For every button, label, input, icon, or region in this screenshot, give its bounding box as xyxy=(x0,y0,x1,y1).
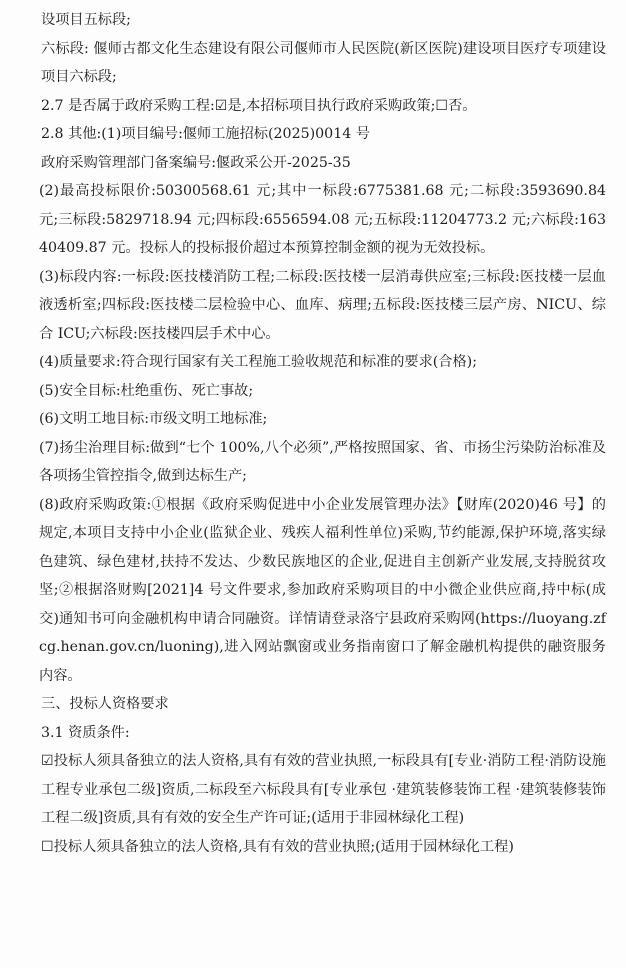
line-quality-requirement: (4)质量要求:符合现行国家有关工程施工验收规范和标准的要求(合格); xyxy=(39,354,477,370)
line-dust-control-target: (7)扬尘治理目标:做到“七个 100%,八个必须”,严格按照国家、省、市扬尘污染防治标准及各项扬尘管控指令,做到达标生产; xyxy=(39,439,606,484)
section-3-heading: 三、投标人资格要求 xyxy=(41,696,169,712)
line-civilized-site-target: (6)文明工地目标:市级文明工地标准; xyxy=(39,411,268,427)
line-filing-number: 政府采购管理部门备案编号:偃政采公开-2025-35 xyxy=(41,154,351,171)
line-section-5-end: 设项目五标段; xyxy=(41,12,131,28)
line-section-content: (3)标段内容:一标段:医技楼消防工程;二标段:医技楼一层消毒供应室;三标段:医技楼一层血液透析室;四标段:医技楼二层检验中心、血库、病理;五标段:医技楼三层产房、NICU、综合 ICU;六标段:医技楼四层手术中心。 xyxy=(39,268,606,342)
line-safety-target: (5)安全目标:杜绝重伤、死亡事故; xyxy=(39,382,254,399)
line-max-bid-price: (2)最高投标限价:50300568.61 元;其中一标段:6775381.68 元;二标段:3593690.84 元;三标段:5829718.94 元;四标段:6556594.08 元;五标段:11204773.2 元;六标段:16340409.87 元。投标人的投标报价超过本预算控制金额的视为无效投标。 xyxy=(39,183,606,256)
line-section-6: 六标段: 偃师古都文化生态建设有限公司偃师市人民医院(新区医院)建设项目医疗专项建设项目六标段; xyxy=(41,40,606,85)
line-qualification-non-landscape: ☑投标人须具备独立的法人资格,具有有效的营业执照,一标段具有[专业·消防工程·消防设施工程专业承包二级]资质,二标段至六标段具有[专业承包 ·建筑装修装饰工程 ·建筑装修装饰工程二级]资质,具有有效的安全生产许可证;(适用于非园林绿化工程) xyxy=(41,753,606,826)
line-3-1-qualification: 3.1 资质条件: xyxy=(41,724,130,741)
line-procurement-policy: (8)政府采购政策:①根据《政府采购促进中小企业发展管理办法》【财库(2020)46 号】的规定,本项目支持中小企业(监狱企业、残疾人福利性单位)采购,节约能源,保护环境,落实绿色建筑、绿色建材,扶持不发达、少数民族地区的企业,促进自主创新产业发展,支持脱贫攻坚;②根据洛财购[2021]4 号文件要求,参加政府采购项目的中小微企业供应商,持中标(成交)通知书可向金融机构申请合同融资。详情请登录洛宁县政府采购网(https://luoyang.zfcg.henan.gov.cn/luoning),进入网站飘窗或业务指南窗口了解金融机构提供的融资服务内容。 xyxy=(39,496,606,684)
line-qualification-landscape: ☐投标人须具备独立的法人资格,具有有效的营业执照;(适用于园林绿化工程) xyxy=(41,838,514,855)
line-2-7-procurement: 2.7 是否属于政府采购工程:☑是,本招标项目执行政府采购政策;☐否。 xyxy=(41,97,477,114)
line-2-8-project-number: 2.8 其他:(1)项目编号:偃师工施招标(2025)0014 号 xyxy=(41,126,370,142)
